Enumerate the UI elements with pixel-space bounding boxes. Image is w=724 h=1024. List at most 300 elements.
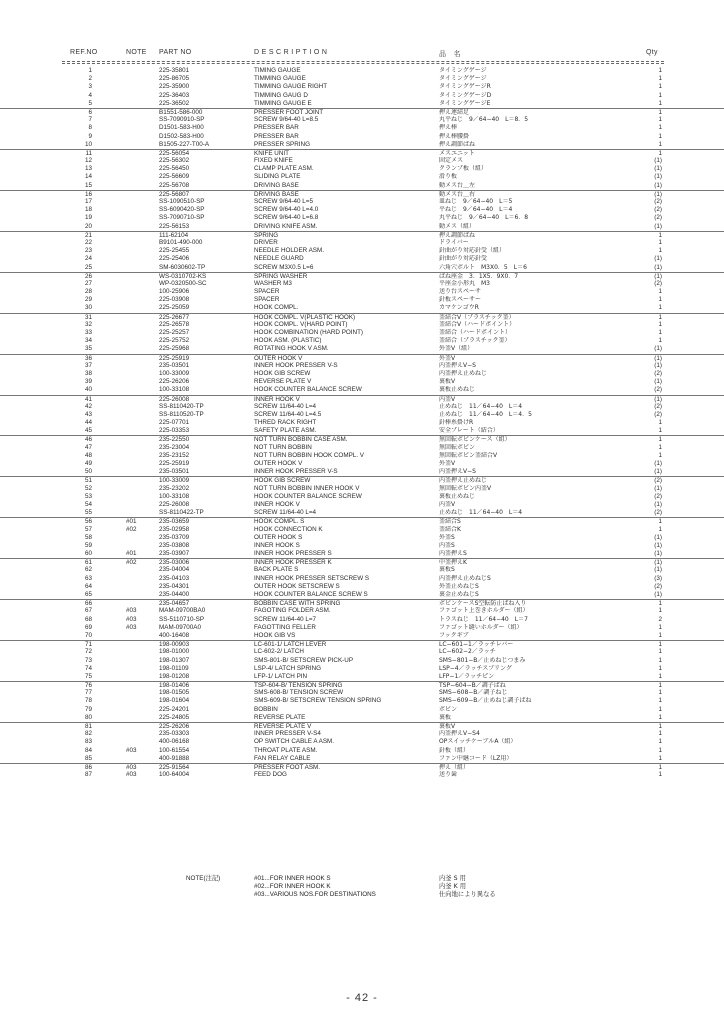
description-cell: HOOK COMPL. V(HARD POINT) <box>254 320 348 328</box>
japanese-name-cell: 無回転ボビン釜結合V <box>439 451 498 459</box>
qty-cell: 1 <box>658 288 662 296</box>
japanese-name-cell: 押え調節ばね <box>439 231 476 239</box>
japanese-name-cell: 中釜押えK <box>439 559 467 567</box>
table-row <box>0 616 724 624</box>
table-row <box>0 354 724 362</box>
table-row <box>0 534 724 542</box>
ref-no-cell: 18 <box>84 206 92 214</box>
japanese-name-cell: タイミングゲージR <box>439 83 491 91</box>
ref-no-cell: 78 <box>84 697 92 705</box>
part-no-cell: SS-7090910-SP <box>159 116 205 124</box>
table-row <box>0 141 724 149</box>
ref-no-cell: 77 <box>84 689 92 697</box>
description-cell: PRESSER BAR <box>254 124 299 132</box>
table-row <box>0 403 724 411</box>
table-row <box>0 640 724 648</box>
table-row <box>0 665 724 673</box>
ref-no-cell: 25 <box>84 263 92 271</box>
description-cell: FAGOTTING FELLER <box>254 623 316 631</box>
japanese-name-cell: 止めねじ 11／64−40 L＝4 <box>439 402 523 410</box>
part-no-cell: 225-25257 <box>159 329 190 336</box>
table-row <box>0 526 724 534</box>
part-no-cell: 198-01208 <box>159 672 190 680</box>
ref-no-cell: 39 <box>84 378 92 386</box>
description-cell: PRESSER FOOT ASM. <box>254 763 321 771</box>
ref-no-cell: 32 <box>84 320 92 328</box>
japanese-name-cell: 釜結合S <box>439 518 461 526</box>
description-cell: INNER HOOK PRESSER SETSCREW S <box>254 574 370 582</box>
qty-cell: (1) <box>654 559 662 567</box>
notes-label: NOTE(注記) <box>186 875 221 882</box>
qty-cell: 1 <box>658 607 662 615</box>
ref-no-cell: 41 <box>84 395 92 403</box>
note-cell: #03 <box>126 623 137 631</box>
japanese-name-cell: 内釜押えV−S <box>439 468 476 476</box>
note-line-jp: 内釜 S 用 <box>439 875 466 882</box>
ref-no-cell: 59 <box>84 541 92 549</box>
ref-no-cell: 82 <box>84 730 92 738</box>
japanese-name-cell: 平ねじ 9／64−40 L＝4 <box>439 206 513 214</box>
part-no-cell: 198-01406 <box>159 682 190 690</box>
part-no-cell: 225-56450 <box>159 165 190 173</box>
ref-no-cell: 42 <box>84 402 92 410</box>
japanese-name-cell: タイミングゲージ <box>439 75 487 83</box>
part-no-cell: 100-33009 <box>159 369 190 377</box>
description-cell: SCREW 9/64-40 L=8.5 <box>254 116 319 124</box>
description-cell: REVERSE PLATE <box>254 713 306 721</box>
japanese-name-cell: 内釜押え止めねじ <box>439 369 488 377</box>
japanese-name-cell: トラスねじ 11／64−40 L＝7 <box>439 615 528 623</box>
ref-no-cell: 79 <box>84 705 92 713</box>
ref-no-cell: 49 <box>84 460 92 467</box>
table-row <box>0 214 724 222</box>
description-cell: OUTER HOOK SETSCREW S <box>254 582 340 590</box>
description-cell: BACK PLATE S <box>254 566 299 574</box>
table-row <box>0 575 724 583</box>
ref-no-cell: 73 <box>84 656 92 664</box>
description-cell: INNER HOOK S <box>254 541 300 549</box>
qty-cell: 1 <box>658 730 662 738</box>
description-cell: REVERSE PLATE V <box>254 378 312 386</box>
table-row <box>0 517 724 525</box>
japanese-name-cell: 裏板止めねじ <box>439 492 476 500</box>
table-row <box>0 386 724 394</box>
part-no-cell: 225-26008 <box>159 500 190 508</box>
japanese-name-cell: 押え棒腰掛 <box>439 132 470 140</box>
qty-cell: 1 <box>658 116 662 124</box>
ref-no-cell: 17 <box>84 198 92 205</box>
japanese-name-cell: 針板（組） <box>439 746 470 754</box>
description-cell: SPRING WASHER <box>254 272 308 280</box>
japanese-name-cell: OPスイッチケーブルA（組） <box>439 738 517 746</box>
japanese-name-cell: 無回転ボビンケース（組） <box>439 436 511 444</box>
part-no-cell: 400-16408 <box>159 631 190 639</box>
table-row <box>0 550 724 558</box>
qty-cell: 1 <box>658 723 662 730</box>
table-row <box>0 321 724 329</box>
japanese-name-cell: ドライバー <box>439 238 469 246</box>
ref-no-cell: 84 <box>84 746 92 754</box>
qty-cell: 1 <box>658 427 662 435</box>
japanese-name-cell: 六角穴ボルト M3X0．5 L＝6 <box>439 263 527 271</box>
qty-cell: 1 <box>658 99 662 107</box>
description-cell: NEEDLE HOLDER ASM. <box>254 247 324 255</box>
description-cell: LC-602-2/ LATCH <box>254 648 304 656</box>
table-row <box>0 92 724 100</box>
ref-no-cell: 50 <box>84 468 92 476</box>
qty-cell: 1 <box>658 436 662 444</box>
description-cell: SCREW M3X0.5 L=6 <box>254 263 314 271</box>
note-cell: #03 <box>126 615 137 623</box>
part-no-cell: 225-03908 <box>159 296 190 304</box>
table-row <box>0 697 724 705</box>
qty-cell: 1 <box>658 600 662 608</box>
japanese-name-cell: 裏板止めねじ <box>439 386 476 394</box>
ref-no-cell: 63 <box>84 574 92 582</box>
qty-cell: (1) <box>654 484 662 492</box>
table-row <box>0 116 724 124</box>
ref-no-cell: 12 <box>84 157 92 165</box>
part-no-cell: 198-01307 <box>159 656 190 664</box>
table-row <box>0 395 724 403</box>
japanese-name-cell: 無回転ボビン <box>439 443 476 451</box>
header-part-no: PART NO <box>159 49 192 56</box>
qty-cell: (2) <box>654 206 662 214</box>
part-no-cell: 225-25919 <box>159 354 190 362</box>
japanese-name-cell: 動メス台＿左 <box>439 181 476 189</box>
japanese-name-cell: 送り台スペーサ <box>439 288 482 296</box>
japanese-name-cell: タイミングゲージ <box>439 67 487 74</box>
qty-cell: 1 <box>658 75 662 83</box>
qty-cell: 1 <box>658 648 662 656</box>
table-row <box>0 345 724 353</box>
table-row <box>0 591 724 599</box>
description-cell: SCREW 9/64-40 L=4.0 <box>254 206 319 214</box>
part-no-cell: 225-26008 <box>159 395 190 403</box>
qty-cell: 1 <box>658 83 662 91</box>
ref-no-cell: 68 <box>84 615 92 623</box>
japanese-name-cell: カマケンゴウR <box>439 304 479 312</box>
part-no-cell: 235-03907 <box>159 550 190 558</box>
japanese-name-cell: 裏板V <box>439 378 456 386</box>
part-no-cell: SS-8110520-TP <box>159 410 204 418</box>
description-cell: INNER HOOK V <box>254 500 300 508</box>
description-cell: FAN RELAY CABLE <box>254 754 311 762</box>
qty-cell: (1) <box>654 272 662 280</box>
header-divider-bottom <box>62 63 664 64</box>
part-no-cell: 225-36403 <box>159 91 190 99</box>
table-row <box>0 83 724 91</box>
table-row <box>0 75 724 83</box>
description-cell: INNER HOOK PRESSER V-S <box>254 361 338 369</box>
description-cell: INNER HOOK PRESSER S <box>254 550 332 558</box>
qty-cell: (2) <box>654 410 662 418</box>
table-row <box>0 468 724 476</box>
description-cell: SCREW 11/64-40 L=4 <box>254 509 317 517</box>
part-no-cell: 111-62104 <box>159 231 189 239</box>
part-no-cell: 225-25455 <box>159 247 190 255</box>
japanese-name-cell: 裏金止めねじS <box>439 591 479 598</box>
description-cell: TIMMING GAUGE E <box>254 99 312 107</box>
ref-no-cell: 27 <box>84 279 92 287</box>
description-cell: HOOK COMBINATION (HARD POINT) <box>254 329 364 336</box>
japanese-name-cell: 押え連結足 <box>439 108 470 116</box>
qty-cell: (1) <box>654 395 662 403</box>
table-row <box>0 755 724 763</box>
ref-no-cell: 56 <box>84 518 92 526</box>
part-no-cell: MAM-09700BA0 <box>159 607 206 615</box>
ref-no-cell: 5 <box>88 99 92 107</box>
description-cell: HOOK COUNTER BALANCE SCREW <box>254 492 362 500</box>
part-no-cell: 225-35900 <box>159 83 190 91</box>
description-cell: TIMMING GAUG D <box>254 91 308 99</box>
description-cell: SCREW 11/64-40 L=4 <box>254 402 317 410</box>
description-cell: HOOK COUNTER BALANCE SCREW <box>254 386 362 394</box>
japanese-name-cell: フックギブ <box>439 631 469 639</box>
japanese-name-cell: ボビン <box>439 705 458 713</box>
ref-no-cell: 51 <box>84 477 92 485</box>
japanese-name-cell: 釜結合（ハードポイント） <box>439 329 512 336</box>
table-row <box>0 771 724 779</box>
description-cell: TIMMING GAUGE <box>254 75 306 83</box>
ref-no-cell: 2 <box>88 75 92 83</box>
ref-no-cell: 69 <box>84 623 92 631</box>
description-cell: SLIDING PLATE <box>254 173 301 181</box>
part-no-cell: 225-56302 <box>159 157 190 165</box>
qty-cell: (1) <box>654 354 662 362</box>
table-row <box>0 583 724 591</box>
qty-cell: 1 <box>658 320 662 328</box>
ref-no-cell: 74 <box>84 664 92 672</box>
description-cell: CLAMP PLATE ASM. <box>254 165 314 173</box>
part-no-cell: 100-33108 <box>159 386 190 394</box>
part-no-cell: 400-91888 <box>159 754 190 762</box>
qty-cell: (1) <box>654 255 662 263</box>
qty-cell: (2) <box>654 369 662 377</box>
qty-cell: (2) <box>654 582 662 590</box>
part-no-cell: 100-33108 <box>159 492 190 500</box>
table-row <box>0 607 724 615</box>
table-row <box>0 173 724 181</box>
note-cell: #01 <box>126 550 137 558</box>
description-cell: SMS-801-B/ SETSCREW PICK-UP <box>254 656 354 664</box>
japanese-name-cell: 安全プレート（結合） <box>439 427 499 435</box>
japanese-name-cell: タイミングゲージE <box>439 99 491 107</box>
ref-no-cell: 11 <box>85 149 92 157</box>
description-cell: ROTATING HOOK V ASM. <box>254 345 329 353</box>
description-cell: WASHER M3 <box>254 279 292 287</box>
description-cell: HOOK GIB SCREW <box>254 369 311 377</box>
ref-no-cell: 81 <box>84 723 92 730</box>
description-cell: PRESSER FOOT JOINT <box>254 108 324 116</box>
part-no-cell: 225-25406 <box>159 255 190 263</box>
part-no-cell: 400-06168 <box>159 738 190 746</box>
description-cell: FEED DOG <box>254 771 287 779</box>
part-no-cell: 225-91564 <box>159 763 190 771</box>
part-no-cell: B1505-227-T00-A <box>159 140 210 148</box>
qty-cell: 1 <box>658 518 662 526</box>
japanese-name-cell: 皿ねじ 9／64−40 L＝5 <box>439 198 513 205</box>
ref-no-cell: 45 <box>84 427 92 435</box>
ref-no-cell: 76 <box>84 682 92 690</box>
japanese-name-cell: 裏板 <box>439 713 452 721</box>
description-cell: LSP-4/ LATCH SPRING <box>254 664 322 672</box>
description-cell: TSP-604-B/ TENSION SPRING <box>254 682 343 690</box>
ref-no-cell: 87 <box>84 771 92 779</box>
ref-no-cell: 1 <box>88 67 92 74</box>
part-no-cell: 198-00903 <box>159 641 190 649</box>
japanese-name-cell: タイミングゲージD <box>439 91 492 99</box>
description-cell: HOOK CONNECTION K <box>254 525 323 533</box>
header-divider-top <box>62 61 664 62</box>
japanese-name-cell: TSP−604−B／調子ばね <box>439 682 506 690</box>
description-cell: LFP-1/ LATCH PIN <box>254 672 308 680</box>
qty-cell: (1) <box>654 181 662 189</box>
description-cell: OP SWITCH CABLE A ASM. <box>254 738 335 746</box>
part-no-cell: 225-25752 <box>159 337 190 345</box>
table-row <box>0 681 724 689</box>
header-qty: Qty <box>646 49 658 56</box>
qty-cell: 1 <box>658 313 662 321</box>
qty-cell: (1) <box>654 378 662 386</box>
part-no-cell: 235-03808 <box>159 541 190 549</box>
table-row <box>0 657 724 665</box>
qty-cell: 1 <box>658 337 662 345</box>
description-cell: THROAT PLATE ASM. <box>254 746 318 754</box>
part-no-cell: 225-03353 <box>159 427 190 435</box>
part-no-cell: 235-03303 <box>159 730 190 738</box>
description-cell: INNER HOOK PRESSER V-S <box>254 468 338 476</box>
description-cell: NOT TURN BOBBIN CASE ASM. <box>254 436 348 444</box>
qty-cell: (1) <box>654 460 662 467</box>
table-row <box>0 435 724 443</box>
part-no-cell: 235-02958 <box>159 525 190 533</box>
ref-no-cell: 8 <box>88 124 92 132</box>
part-no-cell: SS-5110710-SP <box>159 615 205 623</box>
japanese-name-cell: 針曲がり対応針受 <box>439 255 488 263</box>
ref-no-cell: 46 <box>84 436 92 444</box>
ref-no-cell: 54 <box>84 500 92 508</box>
part-no-cell: SS-8110422-TP <box>159 509 204 517</box>
ref-no-cell: 40 <box>84 386 92 394</box>
table-row <box>0 362 724 370</box>
description-cell: DRIVING BASE <box>254 181 299 189</box>
japanese-name-cell: LC−601−1／ラッチレバー <box>439 641 514 649</box>
part-no-cell: SM-6030602-TP <box>159 263 206 271</box>
japanese-name-cell: 内釜押えV−S <box>439 361 476 369</box>
description-cell: SMS-609-B/ SETSCREW TENSION SPRING <box>254 697 382 705</box>
japanese-name-cell: 内釜V <box>439 395 456 403</box>
qty-cell: 1 <box>658 713 662 721</box>
part-no-cell: 235-04400 <box>159 591 190 598</box>
table-row <box>0 558 724 566</box>
japanese-name-cell: LC−602−2／ラッチ <box>439 648 496 656</box>
qty-cell: 1 <box>658 738 662 746</box>
table-row <box>0 673 724 681</box>
part-no-cell: WP-0320500-SC <box>159 279 207 287</box>
japanese-name-cell: 動メス（組） <box>439 222 476 230</box>
qty-cell: (2) <box>654 402 662 410</box>
table-row <box>0 378 724 386</box>
table-row <box>0 444 724 452</box>
part-no-cell: 235-03659 <box>159 518 190 526</box>
qty-cell: 1 <box>658 689 662 697</box>
ref-no-cell: 80 <box>84 713 92 721</box>
description-cell: SCREW 11/64-40 L=7 <box>254 615 317 623</box>
part-no-cell: 225-56807 <box>159 190 190 198</box>
part-no-cell: 225-86705 <box>159 75 190 83</box>
table-row <box>0 648 724 656</box>
part-no-cell: 225-56054 <box>159 149 190 157</box>
description-cell: SPRING <box>254 231 279 239</box>
japanese-name-cell: 外釜止めねじS <box>439 582 479 590</box>
table-row <box>0 280 724 288</box>
header-description: D E S C R I P T I O N <box>254 49 328 56</box>
qty-cell: 1 <box>658 631 662 639</box>
japanese-name-cell: ファン中継コード（LZ用） <box>439 754 513 762</box>
qty-cell: 1 <box>658 419 662 427</box>
ref-no-cell: 60 <box>84 550 92 558</box>
japanese-name-cell: 内釜押えS <box>439 550 467 558</box>
description-cell: DRIVER <box>254 238 278 246</box>
ref-no-cell: 65 <box>84 591 92 598</box>
qty-cell: 1 <box>658 149 662 157</box>
table-row <box>0 157 724 165</box>
part-no-cell: 225-07701 <box>159 419 190 427</box>
ref-no-cell: 3 <box>88 83 92 91</box>
japanese-name-cell: 裏板S <box>439 566 455 574</box>
japanese-name-cell: 内釜S <box>439 541 455 549</box>
ref-no-cell: 57 <box>84 525 92 533</box>
part-no-cell: B1551-586-000 <box>159 108 203 116</box>
qty-cell: 1 <box>658 771 662 779</box>
qty-cell: (1) <box>654 222 662 230</box>
qty-cell: 1 <box>658 67 662 74</box>
qty-cell: (2) <box>654 509 662 517</box>
part-no-cell: 235-04657 <box>159 600 190 608</box>
table-row <box>0 264 724 272</box>
japanese-name-cell: 送り歯 <box>439 771 458 779</box>
note-line-jp: 内釜 K 用 <box>439 883 467 890</box>
qty-cell: (1) <box>654 190 662 198</box>
table-row <box>0 247 724 255</box>
description-cell: THRED RACK RIGHT <box>254 419 317 427</box>
part-no-cell: 225-35801 <box>159 67 190 74</box>
ref-no-cell: 61 <box>84 559 92 567</box>
ref-no-cell: 23 <box>84 247 92 255</box>
japanese-name-cell: 釜結合V（プラスチック釜） <box>439 313 515 321</box>
table-row <box>0 460 724 468</box>
qty-cell: 1 <box>658 247 662 255</box>
qty-cell: 2 <box>658 615 662 623</box>
qty-cell: 1 <box>658 238 662 246</box>
qty-cell: 1 <box>658 525 662 533</box>
description-cell: FAGOTING FOLDER ASM. <box>254 607 331 615</box>
part-no-cell: SS-6090420-SP <box>159 206 205 214</box>
ref-no-cell: 85 <box>84 754 92 762</box>
table-row <box>0 738 724 746</box>
table-row <box>0 313 724 321</box>
qty-cell: (1) <box>654 566 662 574</box>
part-no-cell: 225-26578 <box>159 320 190 328</box>
qty-cell: 1 <box>658 682 662 690</box>
note-line-en: #02...FOR INNER HOOK K <box>254 883 331 890</box>
description-cell: SAFETY PLATE ASM. <box>254 427 317 435</box>
japanese-name-cell: 外釜S <box>439 533 455 541</box>
japanese-name-cell: 動メス台＿右 <box>439 190 476 198</box>
ref-no-cell: 86 <box>84 763 92 771</box>
qty-cell: (1) <box>654 165 662 173</box>
